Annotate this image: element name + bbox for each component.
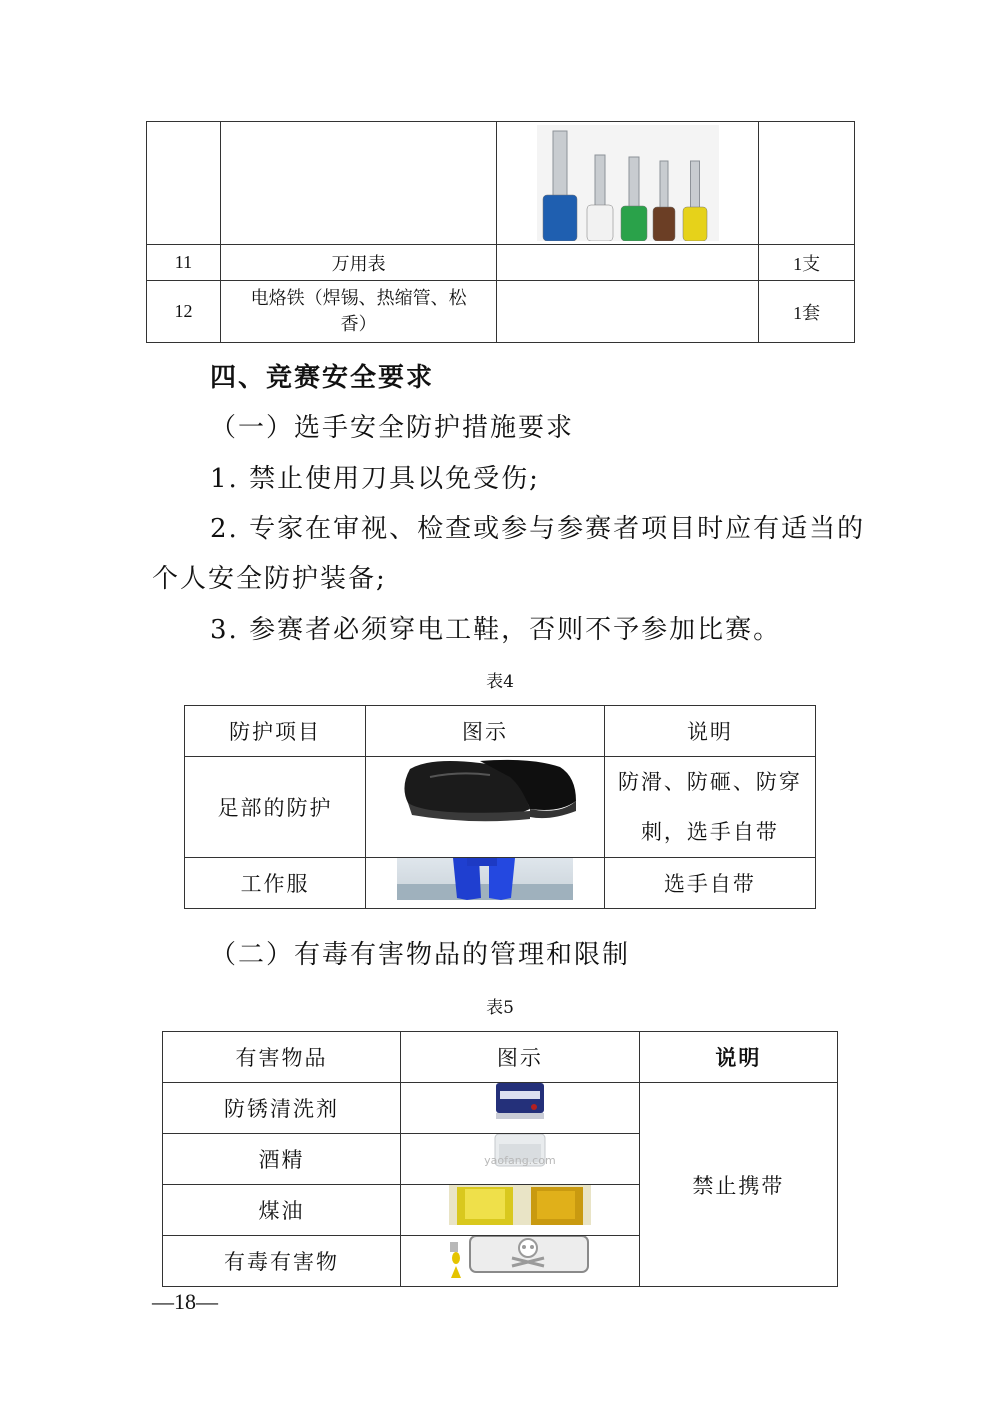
workwear-graphic xyxy=(397,858,573,900)
toxic-symbol-image xyxy=(450,1236,590,1278)
ferrule xyxy=(653,161,675,241)
table-header-row xyxy=(163,1032,838,1083)
item-name xyxy=(220,122,496,245)
item-image xyxy=(497,122,759,245)
ferrule xyxy=(587,155,613,241)
column-header: 防护项目 xyxy=(185,706,366,757)
ferrule xyxy=(683,161,707,241)
protection-desc-line: 刺，选手自带 xyxy=(640,820,779,844)
column-header: 有害物品 xyxy=(163,1032,401,1083)
cleaner-graphic xyxy=(490,1083,550,1119)
equipment-table xyxy=(146,121,855,343)
row-number: 11 xyxy=(147,245,221,281)
workwear-image xyxy=(397,858,573,900)
subsection-heading: （二）有毒有害物品的管理和限制 xyxy=(210,940,631,970)
item-qty: 1支 xyxy=(759,245,855,281)
protection-table xyxy=(184,705,816,909)
column-header: 说明 xyxy=(604,706,815,757)
list-item: 3. 参赛者必须穿电工鞋，否则不予参加比赛。 xyxy=(210,615,782,645)
protection-desc: 选手自带 xyxy=(604,858,815,909)
ferrule-image xyxy=(537,125,719,241)
item-name-line: 电烙铁（焊锡、热缩管、松 xyxy=(250,287,467,309)
protection-image xyxy=(366,757,605,858)
item-name-line: 香） xyxy=(340,313,377,335)
table-header-row xyxy=(185,706,816,757)
item-image xyxy=(497,281,759,343)
table-caption: 表4 xyxy=(486,672,514,692)
hazard-item: 煤油 xyxy=(163,1185,401,1236)
table-row xyxy=(185,858,816,909)
item-name xyxy=(220,281,496,343)
hazard-image xyxy=(401,1083,640,1134)
ferrule xyxy=(543,131,577,241)
item-image xyxy=(497,245,759,281)
hazardous-items-table xyxy=(162,1031,838,1287)
column-header: 图示 xyxy=(366,706,605,757)
list-item: 2. 专家在审视、检查或参与参赛者项目时应有适当的 xyxy=(210,514,866,544)
shoes-graphic xyxy=(390,757,580,827)
table-row xyxy=(185,757,816,858)
item-qty xyxy=(759,122,855,245)
hazard-item: 酒精 xyxy=(163,1134,401,1185)
ferrules-graphic xyxy=(537,125,719,241)
hazard-item: 有毒有害物 xyxy=(163,1236,401,1287)
subsection-heading: （一）选手安全防护措施要求 xyxy=(210,413,575,443)
hazard-item: 防锈清洗剂 xyxy=(163,1083,401,1134)
table-row xyxy=(147,281,855,343)
column-header: 图示 xyxy=(401,1032,640,1083)
hazard-desc: 禁止携带 xyxy=(639,1083,837,1287)
hazard-image xyxy=(401,1134,640,1185)
list-item-continuation: 个人安全防护装备; xyxy=(152,564,387,594)
watermark: yaofang.com xyxy=(484,1154,556,1167)
protection-desc-line: 防滑、防砸、防穿 xyxy=(617,770,802,794)
table-row xyxy=(147,245,855,281)
table-caption: 表5 xyxy=(486,998,514,1018)
cleaner-bottle-image xyxy=(490,1083,550,1119)
item-qty: 1套 xyxy=(759,281,855,343)
row-number: 12 xyxy=(147,281,221,343)
row-number xyxy=(147,122,221,245)
page-number: —18— xyxy=(152,1289,218,1314)
protection-item: 工作服 xyxy=(185,858,366,909)
protection-item: 足部的防护 xyxy=(185,757,366,858)
skull-crossbones-icon xyxy=(450,1236,590,1278)
kerosene-image xyxy=(449,1185,591,1225)
hazard-image xyxy=(401,1236,640,1287)
kerosene-graphic xyxy=(449,1185,591,1225)
section-heading: 四、竞赛安全要求 xyxy=(210,363,435,393)
item-name: 万用表 xyxy=(220,245,496,281)
alcohol-bottle-image xyxy=(465,1134,575,1170)
safety-shoes-image xyxy=(390,757,580,827)
protection-desc xyxy=(604,757,815,858)
protection-image xyxy=(366,858,605,909)
table-row xyxy=(163,1083,838,1134)
column-header: 说明 xyxy=(639,1032,837,1083)
list-item: 1. 禁止使用刀具以免受伤; xyxy=(210,464,540,494)
hazard-image xyxy=(401,1185,640,1236)
table-row xyxy=(147,122,855,245)
ferrule xyxy=(621,157,647,241)
